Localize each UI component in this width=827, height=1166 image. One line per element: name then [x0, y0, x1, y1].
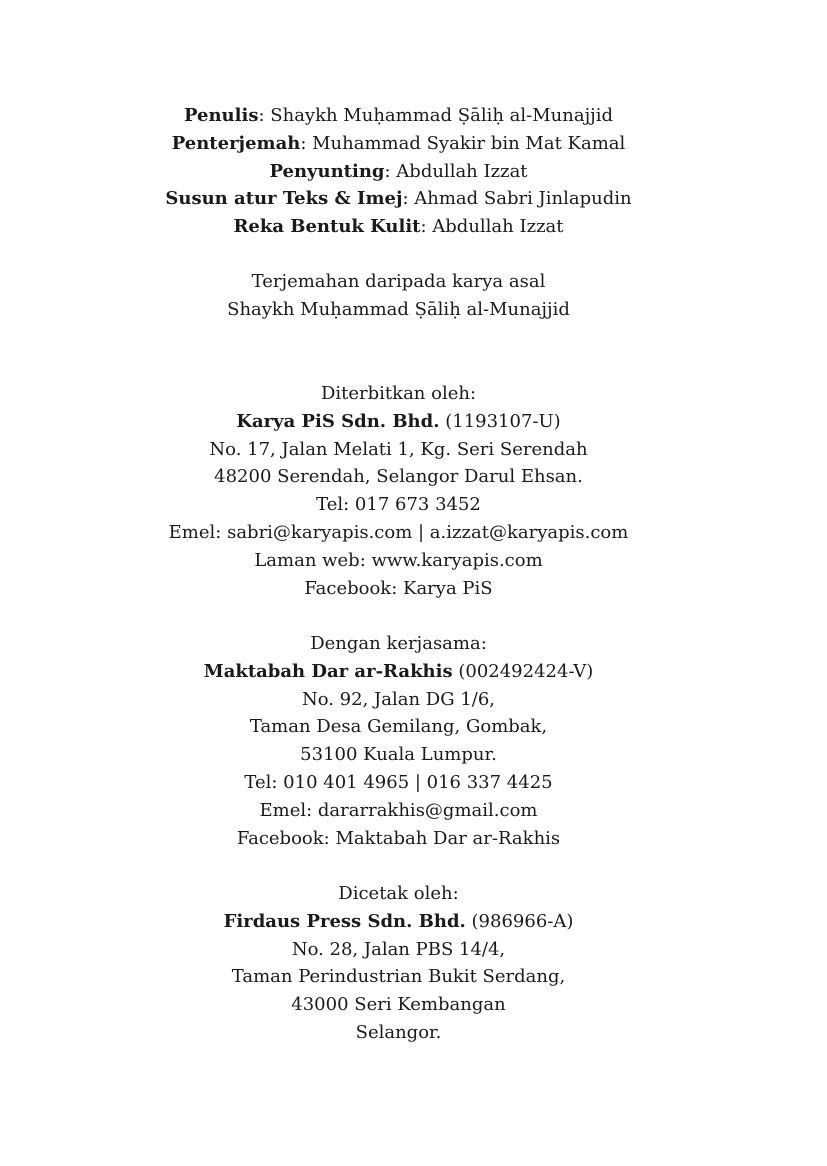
printer-address-4: Selangor.	[355, 1021, 442, 1043]
printer-block	[0, 880, 797, 1047]
credit-separator: :	[300, 132, 313, 154]
credit-role: Penulis	[183, 105, 259, 126]
publisher-heading: Diterbitkan oleh:	[320, 383, 477, 404]
partner-reg: (002492424-V)	[452, 660, 594, 682]
partner-email: Emel: dararrakhis@gmail.com	[259, 799, 538, 821]
publisher-name: Karya PiS Sdn. Bhd.	[236, 410, 440, 432]
credit-line-translator	[0, 130, 797, 158]
partner-address-2: Taman Desa Gemilang, Gombak,	[249, 716, 548, 738]
credits-block	[0, 102, 797, 241]
credit-separator: :	[258, 105, 271, 126]
printer-reg: (986966-A)	[465, 910, 574, 932]
credit-name: Abdullah Izzat	[432, 216, 564, 238]
printer-name-line	[0, 908, 797, 936]
partner-heading: Dengan kerjasama:	[310, 633, 487, 654]
partner-name-line	[0, 658, 797, 686]
credit-name: Abdullah Izzat	[396, 160, 528, 182]
publisher-address-2: 48200 Serendah, Selangor Darul Ehsan.	[214, 466, 583, 488]
credit-role: Reka Bentuk Kulit	[233, 216, 421, 238]
credit-name: Shaykh Muḥammad Ṣāliḥ al-Munajjid	[270, 105, 614, 126]
printer-address-3: 43000 Seri Kembangan	[291, 994, 506, 1016]
publisher-tel: Tel: 017 673 3452	[316, 494, 481, 516]
credit-name: Muhammad Syakir bin Mat Kamal	[312, 132, 626, 154]
partner-address-3: 53100 Kuala Lumpur.	[300, 744, 497, 766]
credit-role: Susun atur Teks & Imej	[165, 188, 403, 210]
printer-heading: Dicetak oleh:	[338, 883, 459, 904]
credit-line-layout	[0, 185, 797, 213]
publisher-block	[0, 380, 797, 602]
printer-address-1: No. 28, Jalan PBS 14/4,	[291, 938, 506, 960]
credit-name: Ahmad Sabri Jinlapudin	[414, 188, 632, 210]
original-author-line: Shaykh Muḥammad Ṣāliḥ al-Munajjid	[227, 298, 570, 320]
publisher-reg: (1193107-U)	[439, 410, 561, 432]
partner-block	[0, 630, 797, 852]
publisher-website: Laman web: www.karyapis.com	[254, 549, 543, 571]
credit-separator: :	[420, 216, 433, 238]
publisher-email: Emel: sabri@karyapis.com | a.izzat@karyapis.com	[168, 521, 629, 543]
publisher-address-1: No. 17, Jalan Melati 1, Kg. Seri Serendah	[209, 438, 588, 460]
credit-line-author	[0, 102, 797, 130]
credit-role: Penyunting	[269, 160, 385, 182]
credit-separator: :	[384, 160, 397, 182]
translation-line: Terjemahan daripada karya asal	[251, 271, 546, 292]
partner-facebook: Facebook: Maktabah Dar ar-Rakhis	[236, 827, 561, 849]
credit-line-cover-design	[0, 213, 797, 241]
partner-name: Maktabah Dar ar-Rakhis	[203, 660, 453, 682]
publisher-facebook: Facebook: Karya PiS	[304, 577, 493, 599]
partner-tel: Tel: 010 401 4965 | 016 337 4425	[244, 771, 553, 793]
translation-note	[0, 268, 797, 324]
printer-name: Firdaus Press Sdn. Bhd.	[223, 910, 466, 932]
printer-address-2: Taman Perindustrian Bukit Serdang,	[231, 966, 566, 988]
credit-separator: :	[402, 188, 415, 210]
credit-line-editor	[0, 158, 797, 186]
publisher-name-line	[0, 408, 797, 436]
credit-role: Penterjemah	[171, 132, 301, 154]
partner-address-1: No. 92, Jalan DG 1/6,	[301, 688, 496, 710]
